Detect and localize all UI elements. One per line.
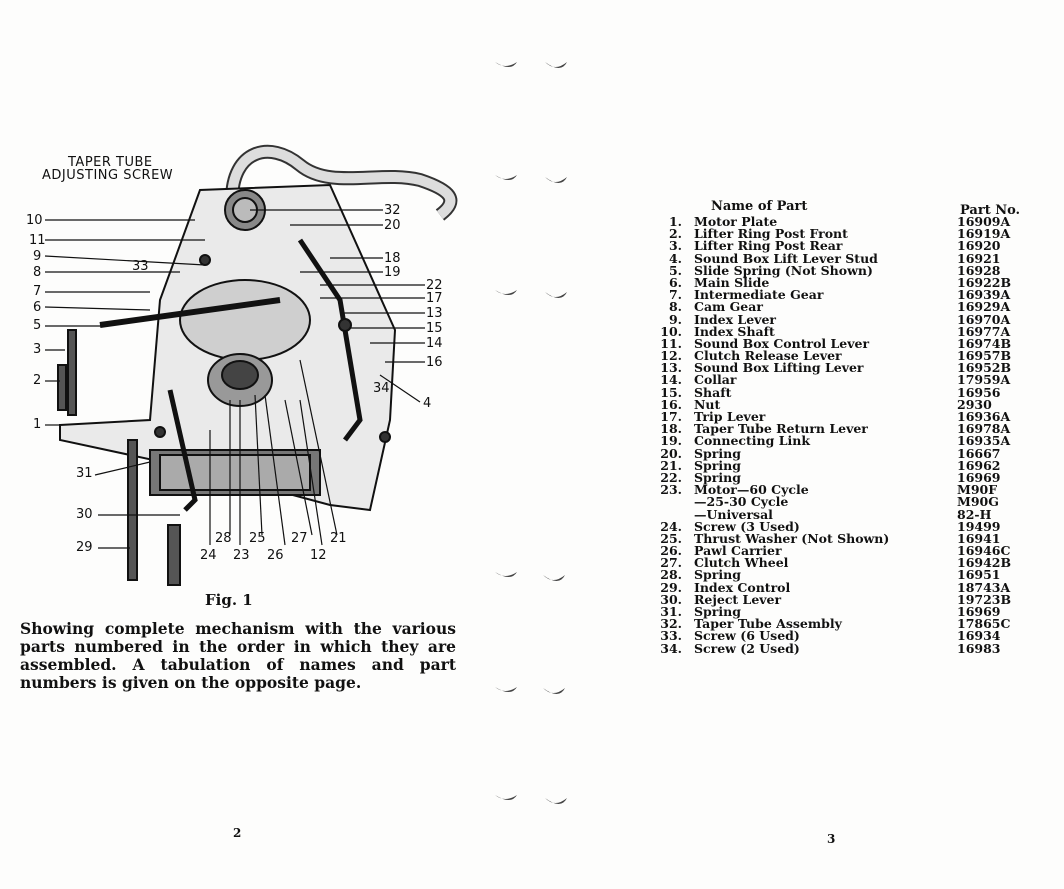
part-num: 14. [660,372,682,388]
part-num: 6. [668,274,682,290]
part-num: 10. [660,323,682,339]
part-num: 22. [660,469,682,485]
part-part: 19499 [957,518,1001,534]
figure-title: Fig. 1 [205,591,253,609]
part-num: 28. [660,567,682,583]
callout-31: 31 [76,466,93,481]
part-num: 1. [668,214,682,229]
callout-1: 1 [33,417,42,432]
part-num: 5. [668,262,682,278]
callout-16: 16 [426,355,443,370]
page-number-left: 2 [233,826,242,840]
part-part: 16929A [957,299,1011,315]
part-part: 16920 [957,238,1001,254]
part-name: Collar [694,372,737,388]
part-part: 18743A [957,579,1011,595]
part-name: Connecting Link [694,433,811,449]
callout-23: 23 [233,548,250,563]
callout-28: 28 [215,531,232,546]
callout-34: 34 [373,381,390,396]
callout-30: 30 [76,507,93,522]
part-name: Motor—60 Cycle [694,482,809,498]
part-num: 20. [660,445,682,461]
part-num: 33. [660,628,682,644]
callout-3: 3 [33,342,42,357]
callout-5: 5 [33,318,42,333]
part-part: 16939A [957,287,1011,303]
part-part: 17865C [957,616,1011,632]
part-name: Thrust Washer (Not Shown) [694,530,890,546]
callout-17: 17 [426,291,443,306]
part-num: 16. [660,396,682,412]
part-name: Index Lever [694,311,776,327]
callout-7: 7 [33,284,42,299]
callout-12: 12 [310,548,327,563]
part-num: 12. [660,348,682,364]
callout-26: 26 [267,548,284,563]
part-part: 16667 [957,445,1001,461]
part-name: Sound Box Lift Lever Stud [694,250,878,266]
callout-22: 22 [426,278,443,293]
part-name: Sound Box Control Lever [694,335,870,351]
part-num: 9. [668,311,682,327]
part-name: Shaft [694,384,732,400]
left-page [0,0,500,889]
part-name: Sound Box Lifting Lever [694,360,864,376]
part-num: 3. [668,238,682,254]
part-part: 16969 [957,604,1001,619]
callout-13: 13 [426,306,443,321]
part-name: Pawl Carrier [694,543,782,559]
part-part: 16983 [957,640,1001,656]
callout-14: 14 [426,336,443,351]
table-header-name: Name of Part [711,199,808,214]
part-name: —Universal [694,506,773,522]
part-num: 30. [660,591,682,607]
part-num: 15. [660,384,682,400]
part-num: 8. [668,299,682,315]
part-part: 16921 [957,250,1001,266]
part-name: Clutch Wheel [694,555,789,571]
part-part: 16962 [957,457,1001,473]
part-name: Spring [694,469,741,485]
part-num: 31. [660,604,682,619]
table-header-part-no: Part No. [960,203,1021,218]
part-num: 32. [660,616,682,632]
part-name: Screw (2 Used) [694,640,800,656]
part-name: Reject Lever [694,591,782,607]
callout-29: 29 [76,540,93,555]
part-num: 34. [660,640,682,656]
figure-caption: Showing complete mechanism with the various parts numbered in the order in which they are assembled. A tabulation of names and part numbers is given on the opposite page. [20,619,456,692]
callout-8: 8 [33,265,42,280]
part-num: 19. [660,433,682,449]
part-name: Taper Tube Return Lever [694,421,868,437]
part-num: 24. [660,518,682,534]
part-name: Taper Tube Assembly [694,616,842,632]
callout-4: 4 [423,396,432,411]
callout-33: 33 [132,259,149,274]
part-num: 7. [668,287,682,303]
callout-19: 19 [384,265,401,280]
part-num: 29. [660,579,682,595]
part-num: 4. [668,250,682,266]
part-part: 16922B [957,274,1012,290]
part-part: M90G [957,494,999,510]
part-name: Motor Plate [694,214,778,229]
part-num: 2. [668,226,682,242]
callout-15: 15 [426,321,443,336]
part-part: 82-H [957,506,992,522]
mechanism-illustration [0,0,500,600]
part-part: 16969 [957,469,1001,485]
part-num: 11. [660,335,682,351]
part-name: Index Control [694,579,791,595]
callout-21: 21 [330,531,347,546]
table-row [660,640,1030,656]
part-name: Index Shaft [694,323,775,339]
taper-tube-label-line1: TAPER TUBE [68,155,153,170]
part-num: 26. [660,543,682,559]
callout-10: 10 [26,213,43,228]
part-part: 16974B [957,335,1012,351]
part-part: 16946C [957,543,1011,559]
part-name: Main Slide [694,274,770,290]
part-name: Clutch Release Lever [694,348,842,364]
part-num: 21. [660,457,682,473]
part-name: Cam Gear [694,299,763,315]
part-part: 16909A [957,214,1011,229]
part-name: Spring [694,445,741,461]
part-name: Spring [694,604,741,619]
part-part: 16977A [957,323,1011,339]
part-num: 25. [660,530,682,546]
part-part: 16935A [957,433,1011,449]
part-name: Spring [694,457,741,473]
parts-table [660,216,1030,655]
taper-tube-label-line2: ADJUSTING SCREW [42,168,174,183]
callout-18: 18 [384,251,401,266]
part-name: Screw (3 Used) [694,518,800,534]
callout-27: 27 [291,531,308,546]
part-part: 16957B [957,348,1012,364]
callout-6: 6 [33,300,42,315]
part-part: 16934 [957,628,1001,644]
part-name: Lifter Ring Post Rear [694,238,843,254]
part-num: 18. [660,421,682,437]
part-num: 27. [660,555,682,571]
part-num: 17. [660,409,682,424]
part-name: Slide Spring (Not Shown) [694,262,873,278]
callout-25: 25 [249,531,266,546]
part-name: Lifter Ring Post Front [694,226,848,242]
part-num: 23. [660,482,682,498]
callout-20: 20 [384,218,401,233]
part-name: —25-30 Cycle [694,494,789,510]
part-name: Spring [694,567,741,583]
part-name: Intermediate Gear [694,287,824,303]
part-part: 19723B [957,591,1012,607]
callout-2: 2 [33,373,42,388]
part-part: 16928 [957,262,1001,278]
part-name: Screw (6 Used) [694,628,800,644]
callout-11: 11 [29,233,46,248]
part-part: 16970A [957,311,1011,327]
callout-24: 24 [200,548,217,563]
part-part: 16941 [957,530,1001,546]
part-part: 16951 [957,567,1001,583]
part-num: 13. [660,360,682,376]
part-part: 17959A [957,372,1011,388]
part-name: Nut [694,396,721,412]
part-part: 16956 [957,384,1001,400]
part-part: 16936A [957,409,1011,424]
callout-9: 9 [33,249,42,264]
part-part: 16919A [957,226,1011,242]
part-name: Trip Lever [694,409,766,424]
part-part: 16942B [957,555,1012,571]
part-part: M90F [957,482,998,498]
page-number-right: 3 [827,832,836,846]
part-part: 2930 [957,396,992,412]
callout-32: 32 [384,203,401,218]
right-page [500,0,1064,889]
part-part: 16952B [957,360,1012,376]
part-part: 16978A [957,421,1011,437]
